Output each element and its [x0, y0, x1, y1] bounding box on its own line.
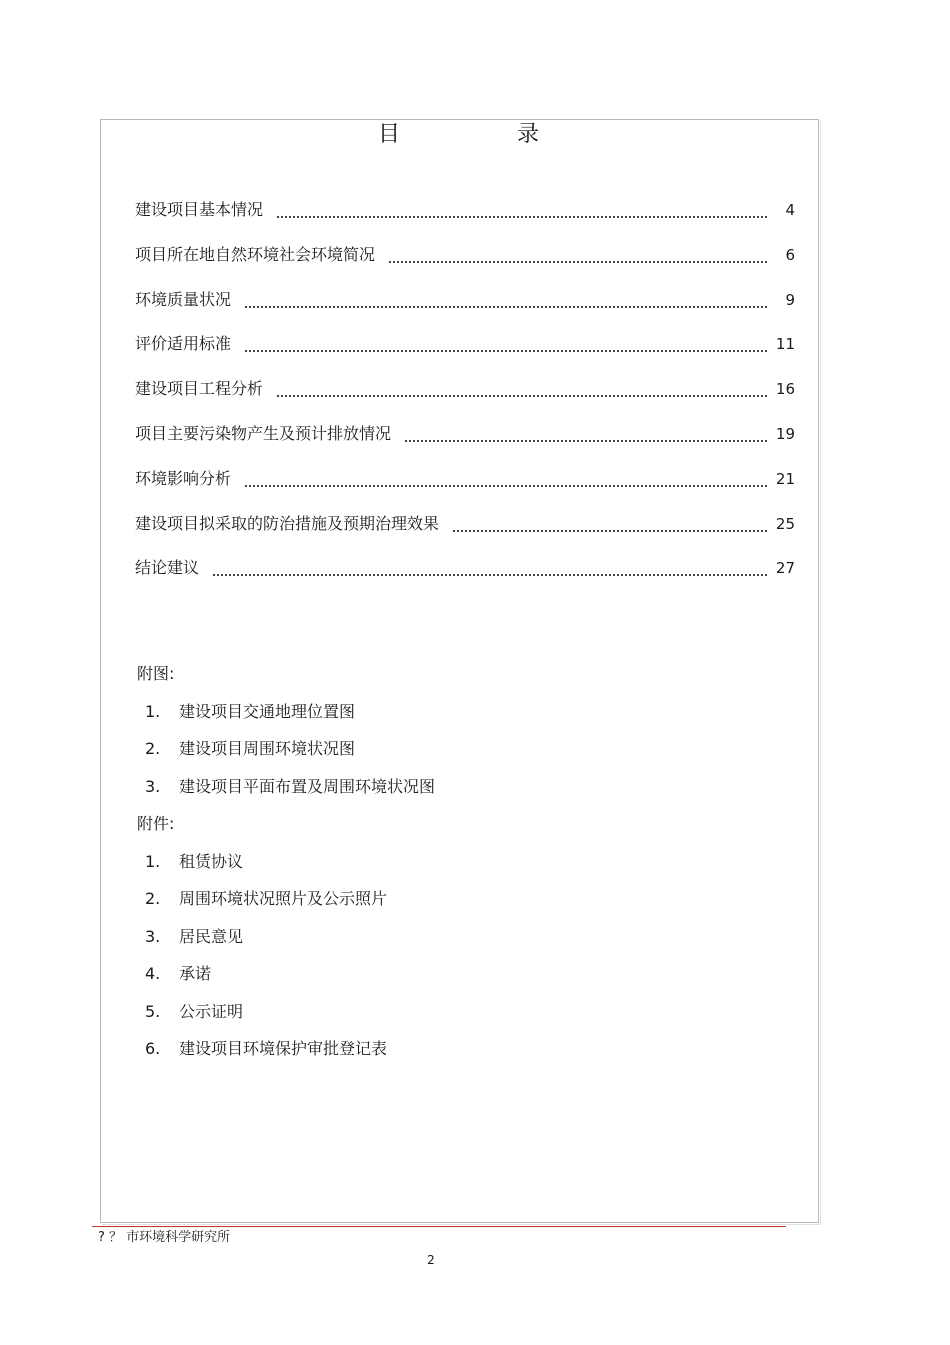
toc-entry[interactable] — [135, 241, 795, 286]
figure-item-number: 2. — [145, 739, 161, 759]
toc-leader-dots — [277, 375, 767, 397]
footer-divider — [92, 1226, 786, 1227]
toc-leader-dots — [389, 241, 767, 263]
attachment-item-number: 4. — [145, 964, 161, 984]
attachments-list — [145, 850, 387, 1074]
toc-entry-page: 25 — [775, 514, 795, 533]
toc-entry[interactable] — [135, 330, 795, 375]
attachment-item-number: 1. — [145, 852, 161, 871]
toc-entry-page: 6 — [785, 245, 795, 264]
toc-entry-page: 4 — [785, 201, 795, 219]
figure-item-text: 建设项目平面布置及周围环境状况图 — [179, 776, 436, 796]
toc-entry-page: 11 — [775, 335, 795, 354]
attachment-item — [145, 1000, 387, 1037]
toc-entry[interactable] — [135, 510, 795, 555]
attachments-heading: 附件: — [137, 814, 175, 833]
figure-item — [145, 775, 435, 812]
page-number: 2 — [427, 1253, 435, 1267]
figures-heading: 附图: — [137, 664, 175, 683]
toc-leader-dots — [405, 420, 767, 442]
attachment-item-number: 5. — [145, 1001, 161, 1021]
figures-list — [145, 700, 435, 812]
attachment-item — [145, 962, 387, 999]
toc-entry-label: 建设项目拟采取的防治措施及预期治理效果 — [135, 513, 440, 533]
attachment-item — [145, 1037, 387, 1074]
attachment-item-text: 居民意见 — [179, 926, 244, 946]
toc-entry-label: 环境质量状况 — [135, 289, 232, 309]
toc-entry[interactable] — [135, 286, 795, 331]
toc-entry-page: 9 — [785, 290, 795, 309]
toc-title-char-2: 录 — [517, 122, 540, 147]
attachment-item-text: 公示证明 — [179, 1001, 244, 1021]
toc-entry[interactable] — [135, 465, 795, 510]
toc-entry-label: 环境影响分析 — [135, 468, 232, 488]
attachment-item — [145, 850, 387, 887]
figure-item-text: 建设项目交通地理位置图 — [179, 702, 356, 721]
attachment-item — [145, 925, 387, 962]
toc-entry[interactable] — [135, 554, 795, 599]
toc-entry[interactable] — [135, 375, 795, 420]
toc-leader-dots — [453, 510, 767, 532]
toc-leader-dots — [245, 465, 767, 487]
toc-entry[interactable] — [135, 196, 795, 241]
toc-entry-label: 建设项目工程分析 — [135, 379, 264, 399]
attachment-item-number: 2. — [145, 889, 161, 909]
toc-title-char-1: 目 — [378, 122, 401, 147]
toc-leader-dots — [213, 554, 767, 576]
toc-entry-label: 结论建议 — [135, 558, 200, 578]
toc-title — [0, 120, 950, 154]
footer-organization: ? ？ 市环境科学研究所 — [98, 1230, 231, 1245]
toc-leader-dots — [245, 330, 767, 352]
toc-entry-page: 27 — [775, 559, 795, 578]
toc-entry-label: 项目所在地自然环境社会环境简况 — [135, 244, 376, 264]
attachment-item-number: 3. — [145, 926, 161, 946]
toc-leader-dots — [277, 196, 767, 218]
attachment-item-text: 周围环境状况照片及公示照片 — [179, 889, 388, 909]
toc-entry-label: 建设项目基本情况 — [135, 200, 264, 219]
attachment-item-number: 6. — [145, 1038, 161, 1058]
toc-entry-page: 21 — [775, 469, 795, 488]
toc-entry-label: 项目主要污染物产生及预计排放情况 — [135, 423, 392, 443]
attachment-item-text: 租赁协议 — [179, 852, 244, 871]
toc-entry-page: 16 — [775, 380, 795, 399]
toc-list — [135, 196, 795, 599]
attachment-item-text: 建设项目环境保护审批登记表 — [179, 1038, 388, 1058]
figure-item-number: 1. — [145, 702, 161, 721]
figure-item — [145, 700, 435, 737]
figure-item-text: 建设项目周围环境状况图 — [179, 739, 356, 759]
toc-entry-label: 评价适用标准 — [135, 334, 232, 354]
toc-entry-page: 19 — [775, 424, 795, 443]
toc-leader-dots — [245, 286, 767, 308]
toc-entry[interactable] — [135, 420, 795, 465]
figure-item — [145, 737, 435, 774]
attachment-item — [145, 887, 387, 924]
figure-item-number: 3. — [145, 776, 161, 796]
attachment-item-text: 承诺 — [179, 964, 212, 984]
